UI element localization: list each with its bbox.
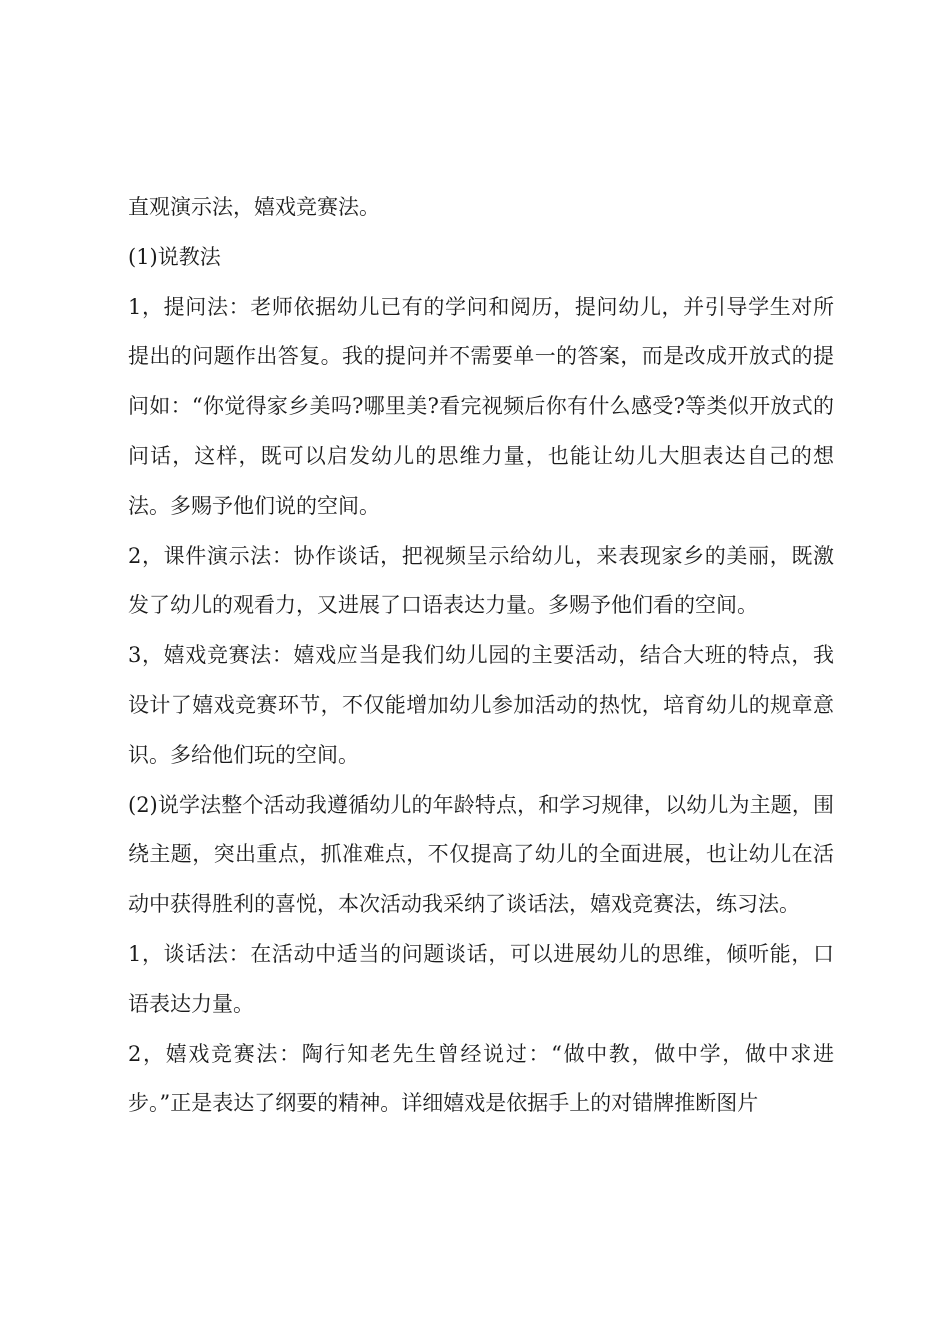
paragraph-method-summary: 直观演示法，嬉戏竞赛法。: [128, 195, 380, 219]
paragraph-teaching-method-heading: (1)说教法: [128, 244, 221, 269]
document-body: [128, 183, 834, 1129]
paragraph-courseware-demo-method: 2，课件演示法：协作谈话，把视频呈示给幼儿，来表现家乡的美丽，既激发了幼儿的观看力，又进展了口语表达力量。多赐予他们看的空间。: [128, 543, 834, 618]
paragraph-game-competition-method-2: 2，嬉戏竞赛法：陶行知老先生曾经说过：“做中教，做中学，做中求进步。”正是表达了纲要的精神。详细嬉戏是依据手上的对错牌推断图片: [128, 1041, 834, 1116]
paragraph-learning-method: (2)说学法整个活动我遵循幼儿的年龄特点，和学习规律，以幼儿为主题，围绕主题，突出重点，抓准难点，不仅提高了幼儿的全面进展，也让幼儿在活动中获得胜利的喜悦，本次活动我采纳了谈话法，嬉戏竞赛法，练习法。: [128, 792, 834, 917]
paragraph-conversation-method: 1，谈话法：在活动中适当的问题谈话，可以进展幼儿的思维，倾听能，口语表达力量。: [128, 941, 834, 1016]
paragraph-questioning-method: 1，提问法：老师依据幼儿已有的学问和阅历，提问幼儿，并引导学生对所提出的问题作出答复。我的提问并不需要单一的答案，而是改成开放式的提问如：“你觉得家乡美吗?哪里美?看完视频后你有什么感受?等类似开放式的问话，这样，既可以启发幼儿的思维力量，也能让幼儿大胆表达自己的想法。多赐予他们说的空间。: [128, 294, 834, 518]
paragraph-game-competition-method: 3，嬉戏竞赛法：嬉戏应当是我们幼儿园的主要活动，结合大班的特点，我设计了嬉戏竞赛环节，不仅能增加幼儿参加活动的热忱，培育幼儿的规章意识。多给他们玩的空间。: [128, 643, 834, 767]
